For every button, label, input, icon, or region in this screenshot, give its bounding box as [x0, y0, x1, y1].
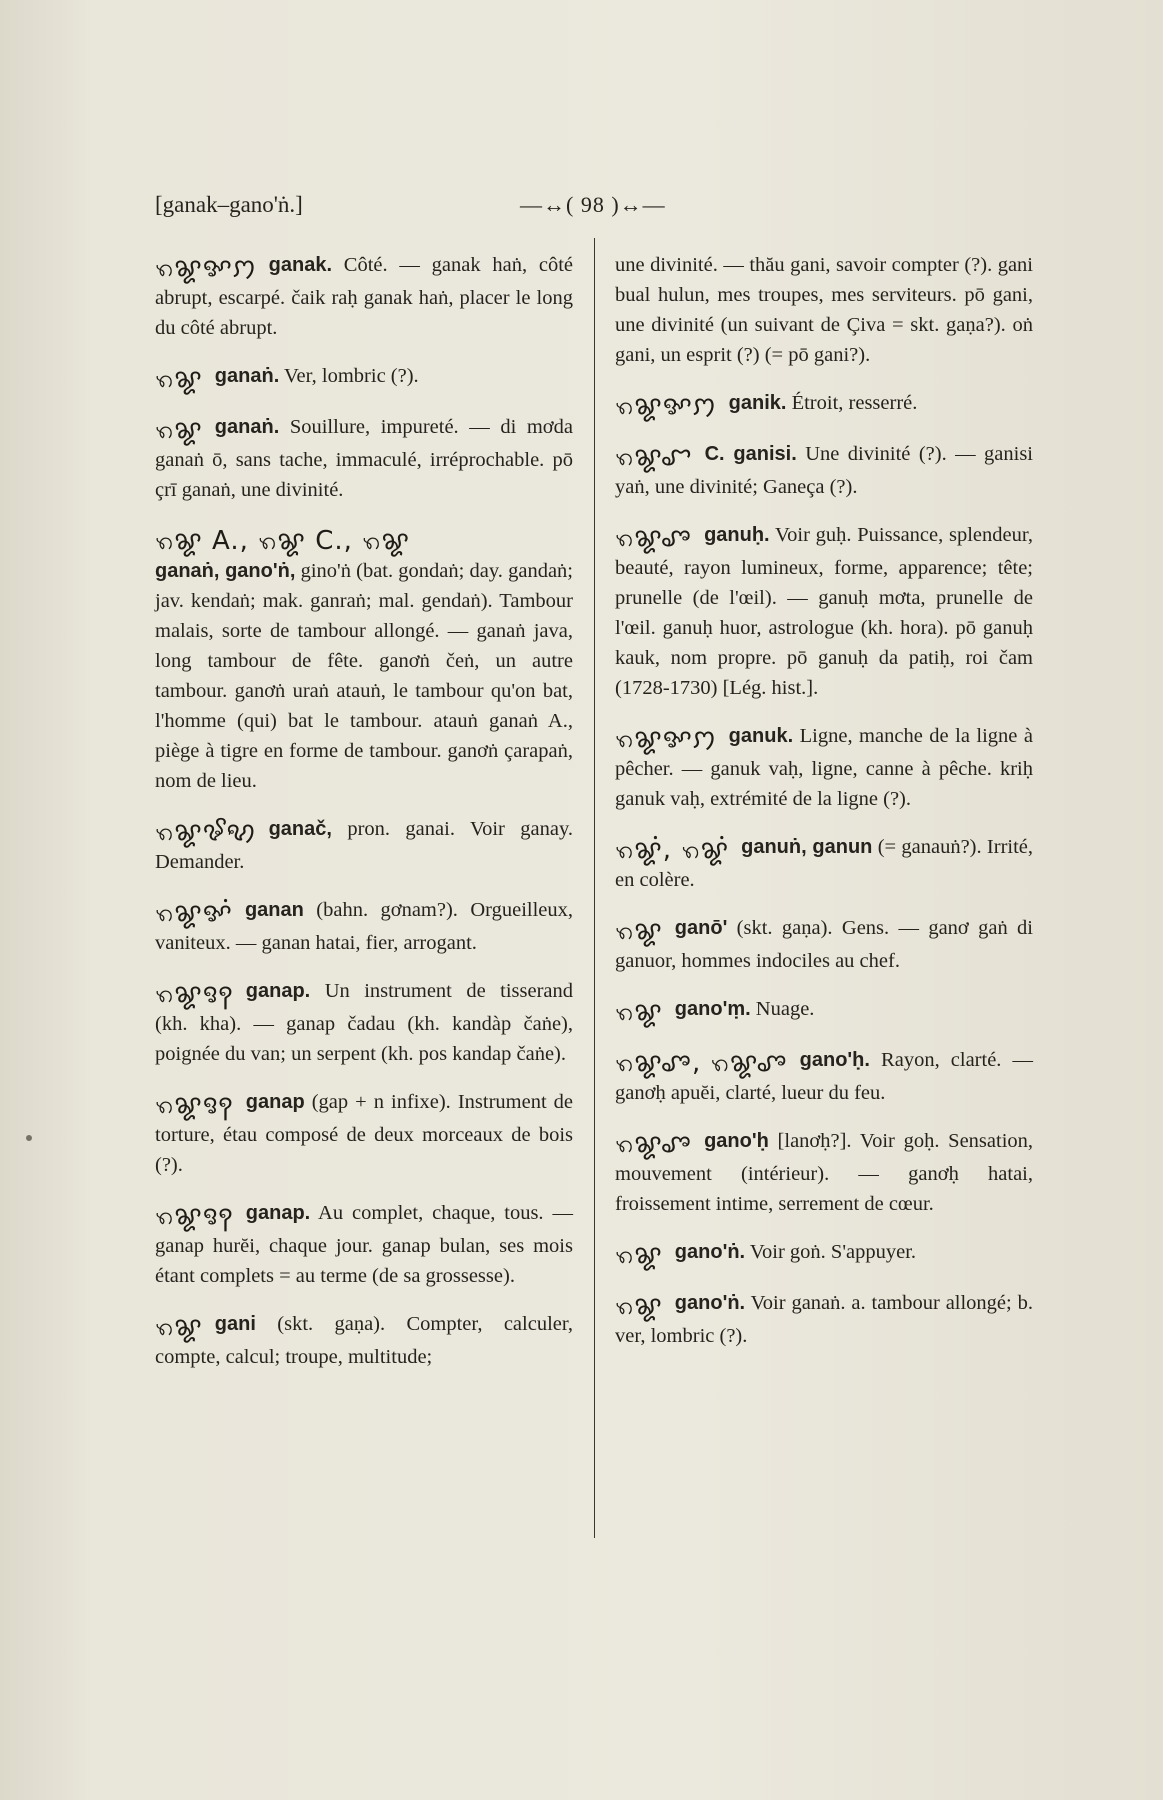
definition: (gap + n infixe). Instrument de torture, étau composé de deux morceaux de bois (?).: [155, 1091, 574, 1176]
headword: ganap.: [245, 980, 311, 1002]
cham-script: ꩫꨘꨀꩀ: [615, 391, 717, 421]
dictionary-entry: [615, 1045, 1033, 1108]
definition: Au complet, chaque, tous. — ganap hurĕi, chaque jour. ganap bulan, ses mois étant complets = au terme (de sa grossesse).: [155, 1202, 573, 1287]
page-header: [155, 192, 1015, 232]
headword: ganuḥ.: [704, 524, 770, 546]
headword: ganō': [674, 917, 728, 939]
headword: ganik.: [728, 392, 787, 414]
definition: Nuage.: [755, 998, 815, 1020]
definition: Une divinité (?). — ganisi yaṅ, une divinité; Ganeça (?).: [615, 443, 1033, 498]
headword: ganač,: [268, 818, 332, 840]
definition: pron. ganai. Voir ganay. Demander.: [155, 818, 574, 873]
cham-script: ꩫꨘꨅꩍ: [155, 979, 234, 1009]
dictionary-entry: [615, 439, 1033, 502]
cham-script: ꩫꨘꨅꩍ: [155, 1201, 234, 1231]
cham-script: ꩫꨘ: [155, 1312, 203, 1342]
dictionary-entry: [615, 388, 1033, 421]
headword: ganuk.: [728, 725, 794, 747]
dictionary-entry: [155, 1198, 573, 1291]
definition: Rayon, clarté. — ganơḥ apuĕi, clarté, lueur du feu.: [615, 1049, 1034, 1104]
dictionary-entry: [615, 721, 1033, 814]
definition: Côté. — ganak haṅ, côté abrupt, escarpé. čaik raḥ ganak haṅ, placer le long du côté abrupt.: [155, 254, 573, 339]
definition: Étroit, resserré.: [791, 392, 918, 414]
dictionary-entry: [155, 523, 573, 796]
definition: une divinité. — thău gani, savoir compter (?). gani bual hulun, mes troupes, mes serviteurs. pō gani, une divinité (un suivant de Çiva = skt. gaṇa?). oṅ gani, un esprit (?) (= pō gani?).: [615, 254, 1033, 366]
dictionary-entry: [155, 814, 573, 877]
right-column: [615, 250, 1033, 1369]
headword: gano'ḥ: [704, 1130, 769, 1152]
dictionary-entry: [615, 1237, 1033, 1270]
dictionary-entry: [155, 250, 573, 343]
headword: gano'ṃ.: [674, 998, 751, 1020]
definition: [lanơḥ?]. Voir goḥ. Sensation, mouvement (intérieur). — ganơḥ hatai, froissement intime, serrement de cœur.: [615, 1130, 1034, 1215]
dictionary-entry: [155, 1087, 573, 1180]
cham-script: ꩫꨘ: [155, 364, 203, 394]
definition: Ligne, manche de la ligne à pêcher. — ganuk vaḥ, ligne, canne à pêche. kriḥ ganuk vaḥ, extrémité de la ligne (?).: [615, 725, 1034, 810]
page-number: —↔( 98 )↔—: [520, 192, 666, 217]
dictionary-entry: [155, 361, 573, 394]
headword: ganuṅ, ganun: [741, 836, 873, 858]
cham-script: ꩫꨘꩌ, ꩫꨘꩌ: [615, 835, 730, 865]
left-column: [155, 250, 573, 1390]
cham-script: ꩫꨘꨀꩀ: [155, 253, 257, 283]
cham-script: ꩫꨘꨨ: [615, 1129, 693, 1159]
headword: ganaṅ, gano'ṅ,: [155, 560, 296, 582]
definition: Ver, lombric (?).: [284, 365, 419, 387]
definition: Voir guḥ. Puissance, splendeur, beauté, rayon lumineux, forme, apparence; tête; prunelle (de l'œil). — ganuḥ mơta, prunelle de l'œil. ganuḥ huor, astrologue (kh. hora). pō ganuḥ kauk, nom propre. pō ganuḥ da patiḥ, roi čam (1728-1730) [Lég. hist.].: [615, 524, 1033, 699]
dictionary-entry: [615, 520, 1033, 703]
cham-script: ꩫꨘ: [615, 997, 663, 1027]
cham-script: ꩫꨘ: [155, 415, 203, 445]
dictionary-entry: [155, 412, 573, 505]
dictionary-entry: [615, 994, 1033, 1027]
headword: gano'ḥ.: [799, 1049, 870, 1071]
definition: (bahn. gơnam?). Orgueilleux, vaniteux. — ganan hatai, fier, arrogant.: [155, 899, 574, 954]
dictionary-entry: [155, 895, 573, 958]
definition: Souillure, impureté. — di mơda ganaṅ ō, sans tache, immaculé, irréprochable. pō çrī ganaṅ, une divinité.: [155, 416, 573, 501]
cham-script: ꩫꨘ: [615, 1291, 663, 1321]
definition: Voir goṅ. S'appuyer.: [749, 1241, 917, 1263]
entry-range: [ganak–gano'ṅ.]: [155, 192, 303, 217]
headword: ganaṅ.: [214, 416, 280, 438]
cham-script: ꩫꨘ: [615, 916, 663, 946]
headword: gani: [214, 1313, 256, 1335]
definition: Voir ganaṅ. a. tambour allongé; b. ver, lombric (?).: [615, 1292, 1033, 1347]
definition: (skt. gaṇa). Compter, calculer, compte, calcul; troupe, multitude;: [155, 1313, 573, 1368]
margin-mark: [26, 1135, 32, 1141]
cham-script: ꩫꨘꨃꩋ: [155, 817, 257, 847]
headword: ganak.: [268, 254, 333, 276]
headword: ganaṅ.: [214, 365, 280, 387]
cham-script: ꩫꨘꨧ: [615, 442, 693, 472]
definition: (= ganauṅ?). Irrité, en colère.: [615, 836, 1034, 891]
cham-script: ꩫꨘꨅꩍ: [155, 1090, 234, 1120]
headword: gano'ṅ.: [674, 1241, 746, 1263]
dictionary-entry: [615, 1126, 1033, 1219]
dictionary-entry: [615, 1288, 1033, 1351]
headword: C. ganisi.: [704, 443, 797, 465]
headword: ganap: [245, 1091, 305, 1113]
cham-script: ꩫꨘ A., ꩫꨘ C., ꩫꨘ: [155, 526, 410, 556]
dictionary-entry: [615, 250, 1033, 370]
cham-script: ꩫꨘꨀꩀ: [615, 724, 717, 754]
definition: gino'ṅ (bat. gondaṅ; day. gandaṅ; jav. kendaṅ; mak. ganraṅ; mal. gendaṅ). Tambour malais, sorte de tambour allongé. — ganaṅ java, long tambour de fête. ganơṅ čeṅ, un autre tambour. ganơṅ uraṅ atauṅ, le tambour qu'on bat, l'homme (qui) bat le tambour. atauṅ ganaṅ A., piège à tigre en forme de tambour. ganơṅ çarapaṅ, nom de lieu.: [155, 560, 574, 792]
cham-script: ꩫꨘ: [615, 1240, 663, 1270]
cham-script: ꩫꨘꨨ, ꩫꨘꨨ: [615, 1048, 788, 1078]
cham-script: ꩫꨘꨀꩌ: [155, 898, 233, 928]
column-divider: [594, 238, 595, 1538]
headword: ganap.: [245, 1202, 311, 1224]
dictionary-entry: [155, 1309, 573, 1372]
definition: (skt. gaṇa). Gens. — ganơ gaṅ di ganuor, hommes indociles au chef.: [615, 917, 1033, 972]
cham-script: ꩫꨘꨨ: [615, 523, 693, 553]
definition: Un instrument de tisserand (kh. kha). — ganap čadau (kh. kandàp čaṅe), poignée du van; un serpent (kh. pos kandap čaṅe).: [155, 980, 573, 1065]
dictionary-entry: [615, 913, 1033, 976]
dictionary-entry: [615, 832, 1033, 895]
headword: ganan: [244, 899, 304, 921]
headword: gano'ṅ.: [674, 1292, 746, 1314]
dictionary-entry: [155, 976, 573, 1069]
